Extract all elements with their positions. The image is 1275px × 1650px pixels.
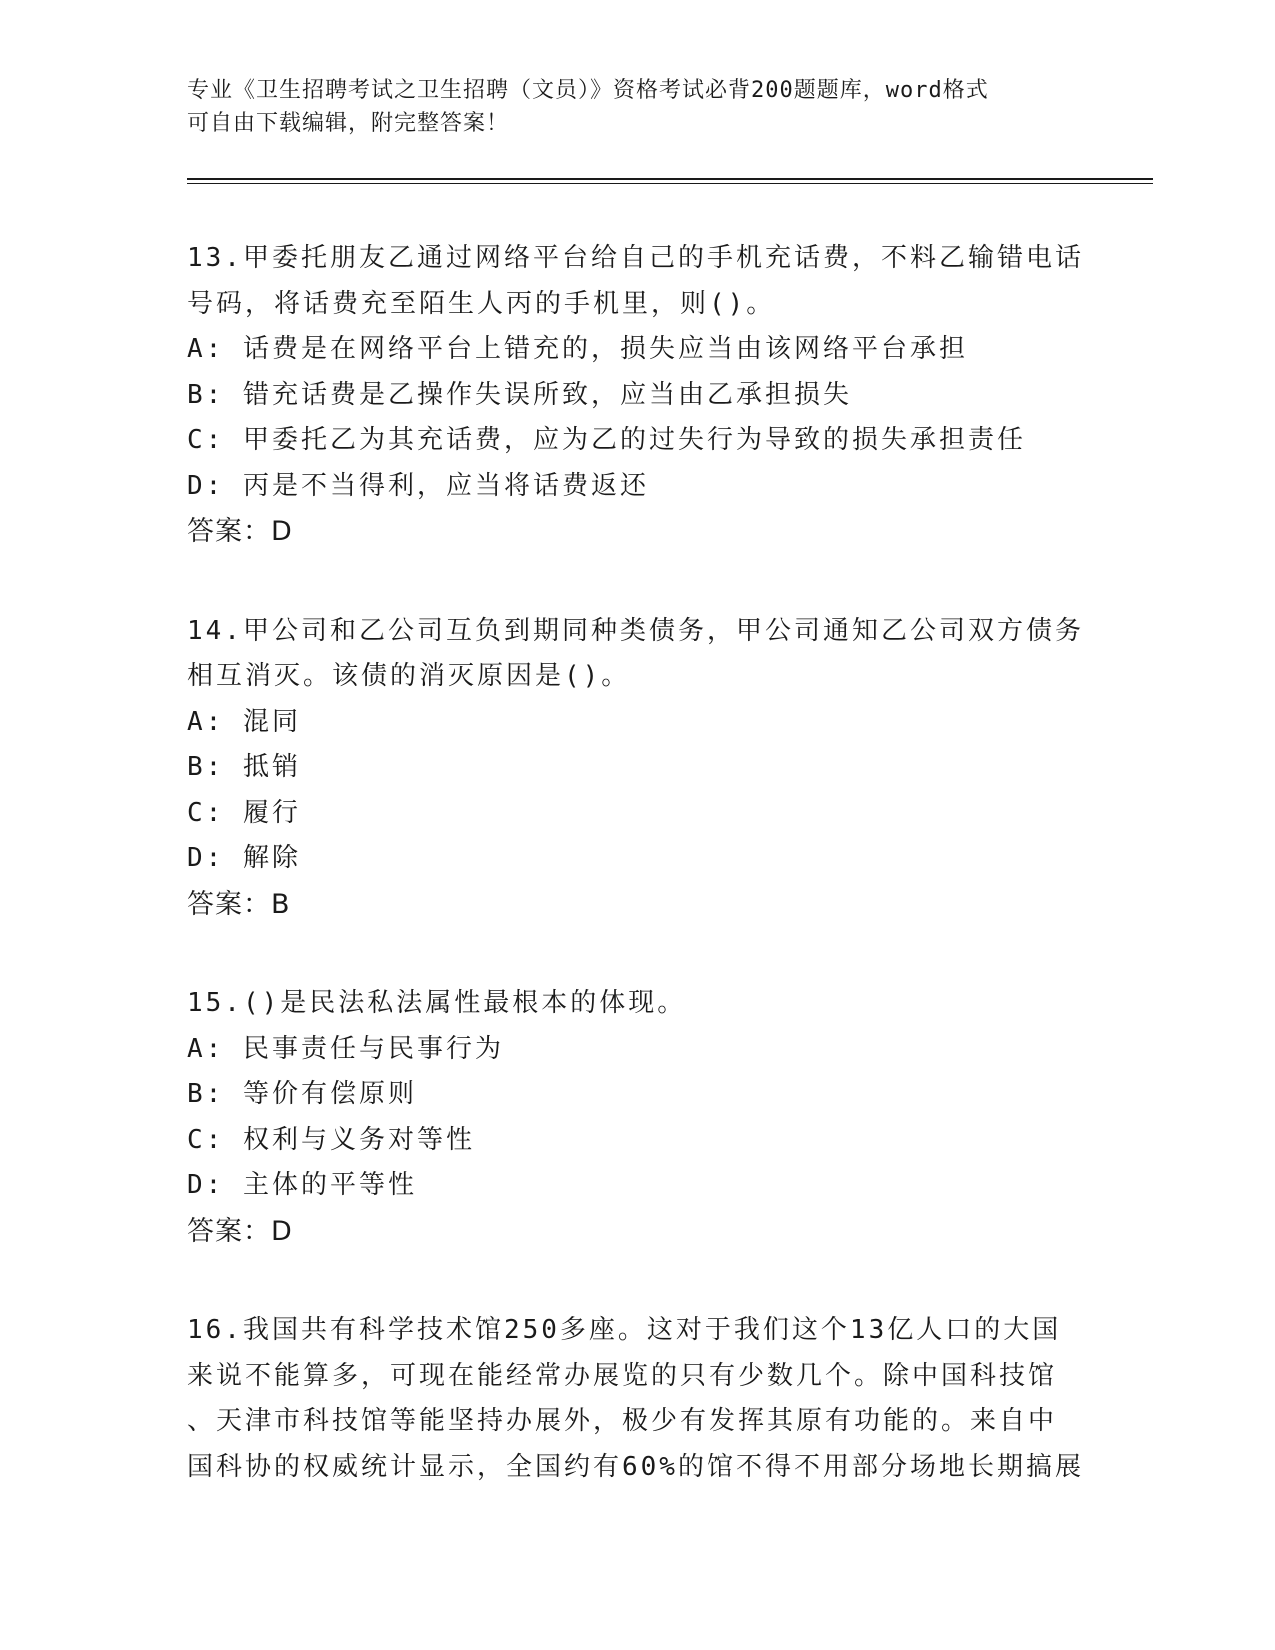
question-16 [187,1308,1087,1490]
option-b: B: 等价有偿原则 [187,1079,417,1109]
question-stem-line: 16.我国共有科学技术馆250多座。这对于我们这个13亿人口的大国 [187,1315,1062,1345]
answer-label: 答案：B [187,888,291,920]
option-c: C: 履行 [187,797,301,828]
option-b: B: 抵销 [187,752,301,782]
question-stem-line: 号码，将话费充至陌生人丙的手机里，则()。 [187,288,776,319]
option-d: D: 丙是不当得利，应当将话费返还 [187,470,649,501]
answer-label: 答案：D [187,516,293,547]
question-list [187,236,1087,1544]
question-14 [187,609,1087,928]
question-stem-line: 相互消灭。该债的消灭原因是()。 [187,661,631,691]
question-stem-line: 14.甲公司和乙公司互负到期同种类债务，甲公司通知乙公司双方债务 [187,615,1084,646]
option-a: A: 民事责任与民事行为 [187,1033,504,1064]
option-d: D: 主体的平等性 [187,1170,417,1200]
option-b: B: 错充话费是乙操作失误所致，应当由乙承担损失 [187,379,852,410]
option-a: A: 混同 [187,706,301,737]
question-stem-line: 、天津市科技馆等能坚持办展外，极少有发挥其原有功能的。来自中 [187,1406,1058,1436]
option-d: D: 解除 [187,843,301,873]
question-stem-line: 13.甲委托朋友乙通过网络平台给自己的手机充话费，不料乙输错电话 [187,243,1084,273]
option-c: C: 权利与义务对等性 [187,1124,475,1155]
question-stem-line: 15.()是民法私法属性最根本的体现。 [187,988,687,1018]
question-stem-line: 来说不能算多，可现在能经常办展览的只有少数几个。除中国科技馆 [187,1360,1058,1391]
document-header [187,74,1087,140]
answer-label: 答案：D [187,1215,293,1247]
option-a: A: 话费是在网络平台上错充的，损失应当由该网络平台承担 [187,334,968,364]
option-c: C: 甲委托乙为其充话费，应为乙的过失行为导致的损失承担责任 [187,425,1026,455]
header-line-1: 专业《卫生招聘考试之卫生招聘（文员）》资格考试必背200题题库，word格式 [187,78,989,103]
question-13 [187,236,1087,555]
question-stem-line: 国科协的权威统计显示，全国约有60%的馆不得不用部分场地长期搞展 [187,1451,1084,1482]
header-divider-thick [187,178,1153,180]
header-line-2: 可自由下载编辑，附完整答案！ [187,111,510,136]
header-divider-thin [187,183,1153,184]
question-15 [187,981,1087,1254]
